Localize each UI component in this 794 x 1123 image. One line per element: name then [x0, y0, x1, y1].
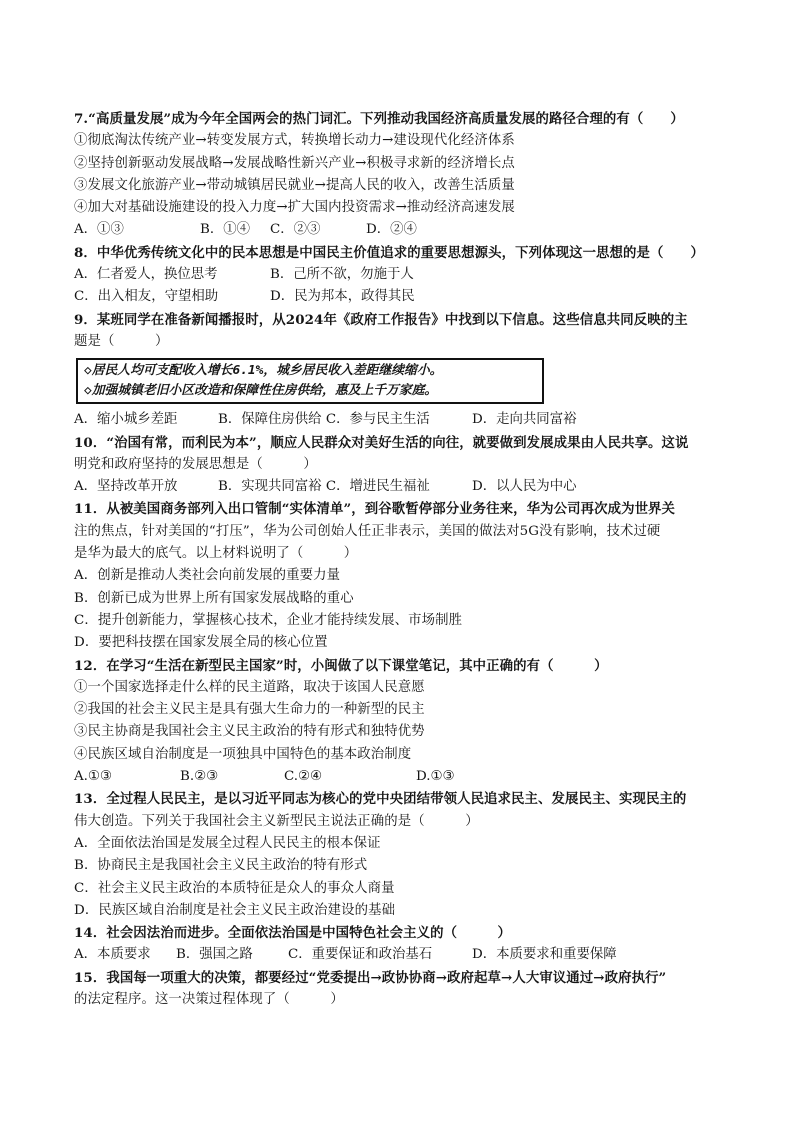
option-c[interactable]: C．社会主义民主政治的本质特征是众人的事众人商量: [74, 880, 395, 896]
option-c[interactable]: C.②④: [284, 769, 323, 785]
question-stem: 7.“高质量发展”成为今年全国两会的热门词汇。下列推动我国经济高质量发展的路径合理的有（ ）: [74, 111, 684, 127]
option-d[interactable]: D．本质要求和重要保障: [472, 947, 617, 963]
question-14: [74, 922, 734, 967]
statement-item: ①一个国家选择走什么样的民主道路，取决于该国人民意愿: [74, 679, 425, 695]
question-stem-continued: 伟大创造。下列关于我国社会主义新型民主说法正确的是（ ）: [74, 813, 479, 829]
option-c[interactable]: C．出入相友，守望相助: [74, 289, 219, 305]
statement-item: ③民主协商是我国社会主义民主政治的特有形式和独特优势: [74, 724, 425, 740]
option-d[interactable]: D．要把科技摆在国家发展全局的核心位置: [74, 635, 328, 651]
question-stem-continued: 明党和政府坚持的发展思想是（ ）: [74, 456, 317, 472]
question-stem: 13．全过程人民民主，是以习近平同志为核心的党中央团结带领人民追求民主、发展民主、实现民主的: [74, 791, 687, 808]
option-c[interactable]: C．②③: [270, 222, 321, 238]
question-12: [74, 655, 734, 789]
statement-item: ③发展文化旅游产业→带动城镇居民就业→提高人民的收入，改善生活质量: [74, 177, 515, 193]
option-d[interactable]: D．民族区域自治制度是社会主义民主政治建设的基础: [74, 902, 396, 918]
option-b[interactable]: B．强国之路: [176, 947, 253, 963]
question-11: [74, 498, 734, 654]
question-8: [74, 242, 734, 309]
question-stem: 11．从被美国商务部列入出口管制“实体清单”，到谷歌暂停部分业务往来，华为公司再次成为世界关: [74, 501, 676, 518]
statement-item: ①彻底淘汰传统产业→转变发展方式，转换增长动力→建设现代化经济体系: [74, 133, 515, 149]
statement-item: ④加大对基础设施建设的投入力度→扩大国内投资需求→推动经济高速发展: [74, 200, 515, 216]
answer-options: [74, 944, 734, 966]
question-stem-continued: 注的焦点，针对美国的“打压”，华为公司创始人任正非表示，美国的做法对5G没有影响，技术过硬: [74, 523, 661, 539]
option-b-c[interactable]: B．保障住房供给 C．参与民主生活: [218, 412, 430, 428]
answer-options: [74, 409, 734, 431]
option-b[interactable]: B．协商民主是我国社会主义民主政治的特有形式: [74, 858, 368, 874]
question-15: [74, 967, 734, 1012]
question-7: [74, 108, 734, 242]
question-stem: 10．“治国有常，而利民为本”，顺应人民群众对美好生活的向往，就要做到发展成果由人民共享。这说: [74, 434, 689, 451]
answer-options: [74, 476, 734, 498]
statement-item: ②坚持创新驱动发展战略→发展战略性新兴产业→积极寻求新的经济增长点: [74, 155, 515, 171]
option-a[interactable]: A．仁者爱人，换位思考: [74, 267, 218, 283]
answer-options: [74, 219, 734, 241]
question-stem-continued: 是华为最大的底气。以上材料说明了（ ）: [74, 546, 358, 562]
answer-options: [74, 286, 734, 308]
statement-item: ④民族区域自治制度是一项独具中国特色的基本政治制度: [74, 746, 412, 762]
option-d[interactable]: D．以人民为中心: [472, 479, 577, 495]
question-stem: 14．社会因法治而进步。全面依法治国是中国特色社会主义的（ ）: [74, 925, 512, 942]
option-b[interactable]: B.②③: [180, 769, 219, 785]
option-a[interactable]: A．创新是推动人类社会向前发展的重要力量: [74, 568, 341, 584]
question-stem: 9．某班同学在准备新闻播报时，从2024年《政府工作报告》中找到以下信息。这些信息共同反映的主: [74, 311, 688, 328]
option-b[interactable]: B．①④: [200, 222, 251, 238]
option-a[interactable]: A．缩小城乡差距: [74, 412, 178, 428]
question-9: [74, 309, 734, 432]
option-d[interactable]: D．民为邦本，政得其民: [270, 289, 415, 305]
option-a[interactable]: A．本质要求: [74, 947, 151, 963]
option-b-c[interactable]: B．实现共同富裕 C．增进民生福祉: [218, 479, 430, 495]
option-c[interactable]: C．提升创新能力，掌握核心技术，企业才能持续发展、市场制胜: [74, 612, 463, 628]
question-stem: 12．在学习“生活在新型民主国家”时，小闽做了以下课堂笔记，其中正确的有（ ）: [74, 657, 608, 674]
answer-options: [74, 264, 734, 286]
answer-options: [74, 766, 734, 788]
question-stem: 8．中华优秀传统文化中的民本思想是中国民主价值追求的重要思想源头，下列体现这一思想的是（ ）: [74, 244, 704, 261]
question-stem-continued: 题是（ ）: [74, 333, 169, 349]
option-b[interactable]: B．己所不欲，勿施于人: [270, 267, 414, 283]
question-stem-continued: 的法定程序。这一决策过程体现了（ ）: [74, 991, 344, 1007]
option-d[interactable]: D．走向共同富裕: [472, 412, 577, 428]
material-line: ◇居民人均可支配收入增长6.1%，城乡居民收入差距继续缩小。: [84, 363, 443, 379]
material-box: [76, 358, 544, 404]
option-b[interactable]: B．创新已成为世界上所有国家发展战略的重心: [74, 590, 354, 606]
option-c[interactable]: C．重要保证和政治基石: [288, 947, 433, 963]
material-line: ◇加强城镇老旧小区改造和保障性住房供给，惠及上千万家庭。: [84, 383, 438, 399]
option-d[interactable]: D．②④: [366, 222, 417, 238]
question-sheet: [74, 108, 734, 1011]
question-13: [74, 788, 734, 922]
statement-item: ②我国的社会主义民主是具有强大生命力的一种新型的民主: [74, 702, 425, 718]
option-d[interactable]: D.①③: [416, 769, 455, 785]
question-10: [74, 432, 734, 499]
question-stem: 15．我国每一项重大的决策，都要经过“党委提出→政协协商→政府起草→人大审议通过→政府执行”: [74, 969, 667, 986]
option-a[interactable]: A．全面依法治国是发展全过程人民民主的根本保证: [74, 835, 381, 851]
option-a[interactable]: A．①③: [74, 222, 124, 238]
option-a[interactable]: A．坚持改革开放: [74, 479, 178, 495]
option-a[interactable]: A.①③: [74, 769, 112, 785]
